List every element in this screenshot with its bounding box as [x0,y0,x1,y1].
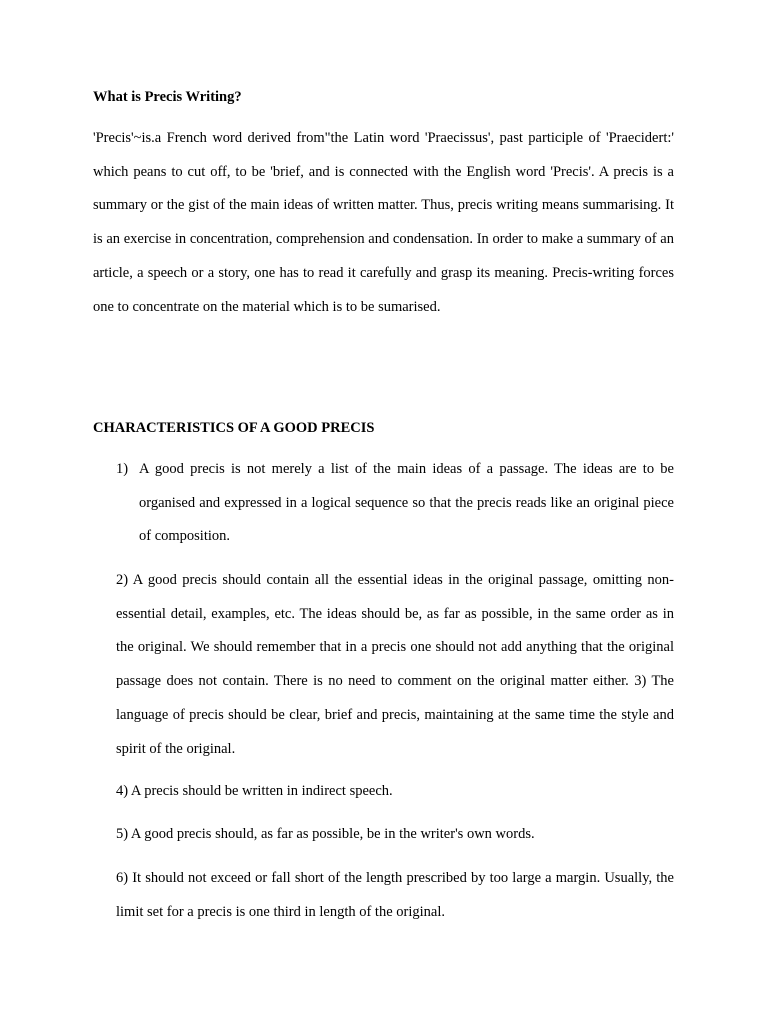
list-item-5: 5) A good precis should, as far as possible, be in the writer's own words. [116,826,535,842]
list-item-text: A good precis is not merely a list of the main ideas of a passage. The ideas are to be organised and expressed in a logical sequence so that the precis reads like an original piece of composition. [139,461,674,545]
list-item-number: 1) [116,461,129,477]
intro-paragraph: 'Precis'~is.a French word derived from"the Latin word 'Praecissus', past participle of 'Praecidert:' which peans to cut off, to be 'brief, and is connected with the English word 'Precis'. A precis is a summary or the gist of the main ideas of written matter. Thus, precis writing means summarising. It is an exercise in concentration, comprehension and condensation. In order to make a summary of an article, a speech or a story, one has to read it carefully and grasp its meaning. Precis-writing forces one to concentrate on the material which is to be sumarised. [93,130,674,315]
section-heading-characteristics: CHARACTERISTICS OF A GOOD PRECIS [93,420,375,436]
section-heading-precis-writing: What is Precis Writing? [93,89,242,105]
list-item-4: 4) A precis should be written in indirect speech. [116,783,393,799]
list-item-2: 2) A good precis should contain all the essential ideas in the original passage, omitting non-essential detail, examples, etc. The ideas should be, as far as possible, in the same order as in the original. We should remember that in a precis one should not add anything that the original passage does not contain. There is no need to comment on the original matter either. 3) The language of precis should be clear, brief and precis, maintaining at the same time the style and spirit of the original. [116,572,674,757]
list-item-6: 6) It should not exceed or fall short of the length prescribed by too large a margin. Usually, the limit set for a precis is one third in length of the original. [116,870,674,920]
